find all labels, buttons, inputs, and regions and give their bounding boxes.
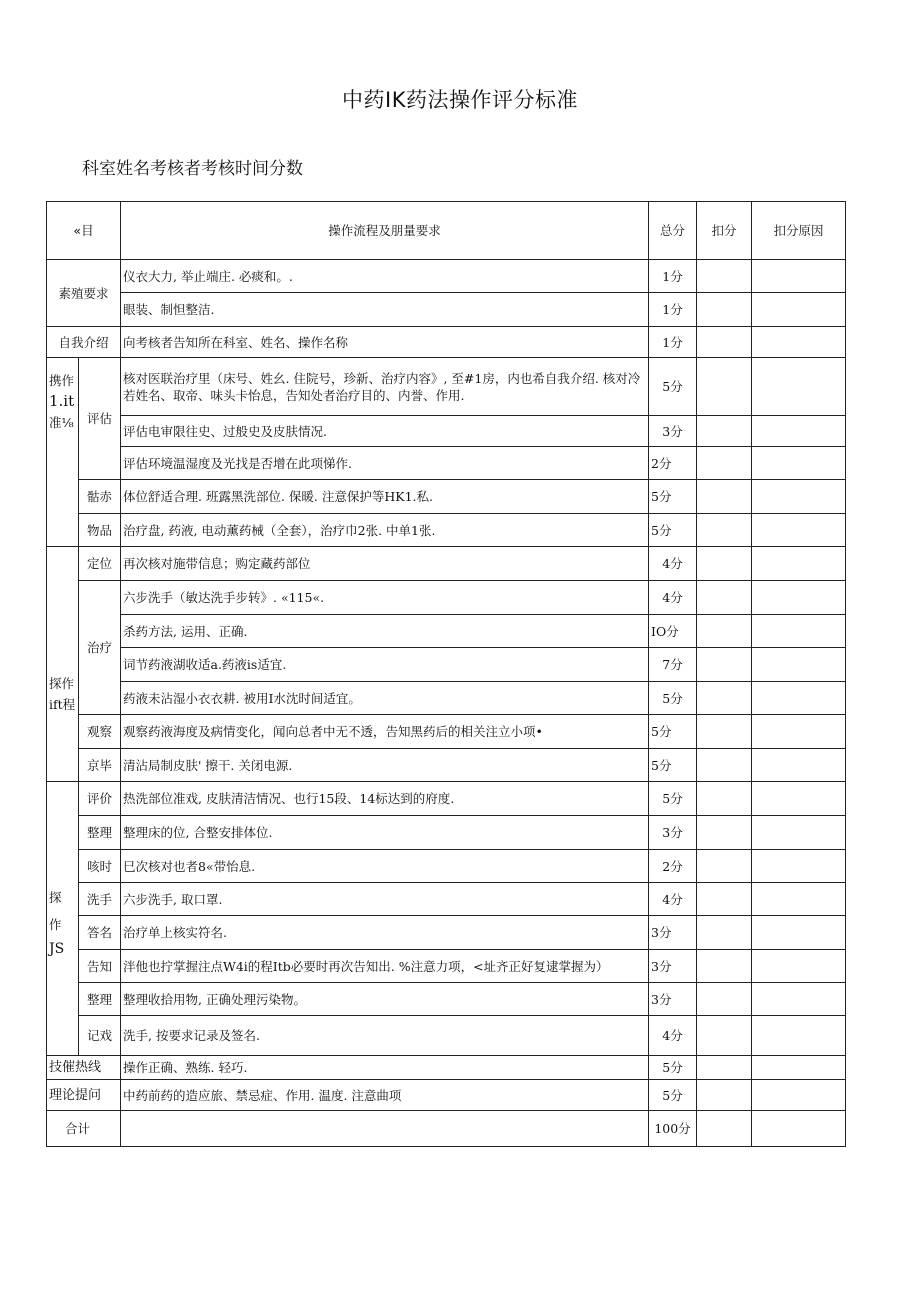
section-procedure-line2: ift程 (49, 697, 76, 712)
header-item: «目 (47, 202, 121, 260)
section-quality: 素殖要求 (47, 260, 121, 327)
reason-cell[interactable] (752, 327, 846, 358)
sub-inform: 告知 (79, 950, 121, 983)
points: 3分 (649, 916, 697, 950)
reason-cell[interactable] (752, 514, 846, 547)
requirement-text: 药液未沾湿小衣衣耕. 被用I水沈时间适宜。 (121, 682, 649, 715)
deduct-cell[interactable] (697, 682, 752, 715)
form-info-line: 科室姓名考核者考核时间分数 (82, 159, 303, 179)
sub-evaluate: 评价 (79, 782, 121, 816)
requirement-text: 再次核对施带信息；购定藏药部位 (121, 547, 649, 581)
table-row (47, 983, 846, 1016)
section-procedure-line1: 探作 (49, 676, 75, 691)
requirement-text: 洗手, 按要求记录及签名. (121, 1016, 649, 1056)
reason-cell[interactable] (752, 1080, 846, 1111)
reason-cell[interactable] (752, 682, 846, 715)
deduct-cell[interactable] (697, 581, 752, 615)
requirement-text: 向考核者告知所在科室、姓名、操作名称 (121, 327, 649, 358)
deduct-cell[interactable] (697, 293, 752, 327)
reason-cell[interactable] (752, 782, 846, 816)
deduct-cell[interactable] (697, 1056, 752, 1080)
table-row (47, 514, 846, 547)
requirement-text: 整理收拾用物, 正确处理污染物。 (121, 983, 649, 1016)
reason-cell[interactable] (752, 358, 846, 416)
requirement-text: 六步洗手（敏达洗手步转》. «115«. (121, 581, 649, 615)
requirement-text: 词节药液湖收适a.药液is适宜. (121, 648, 649, 682)
deduct-cell[interactable] (697, 715, 752, 749)
requirement-text: 核对医联治疗里（床号、姓幺. 住院号，珍新、治疗内容》, 至#1房，内也希自我介绍. 核对冷若姓名、取帝、味头卡怡息，告知处者治疗目的、内誉、作用. (121, 358, 649, 416)
points: 5分 (649, 782, 697, 816)
points: 5分 (649, 1056, 697, 1080)
requirement-text: 眼装、制怛整洁. (121, 293, 649, 327)
section-post (47, 782, 79, 1056)
reason-cell[interactable] (752, 547, 846, 581)
points: 5分 (649, 715, 697, 749)
section-intro: 自我介绍 (47, 327, 121, 358)
requirement-text: 整理床的位, 合整安排体位. (121, 816, 649, 850)
table-row (47, 358, 846, 416)
reason-cell[interactable] (752, 293, 846, 327)
deduct-cell[interactable] (697, 1111, 752, 1147)
sub-record: 记戏 (79, 1016, 121, 1056)
reason-cell[interactable] (752, 749, 846, 782)
total-blank-cell (121, 1111, 649, 1147)
points: 2分 (649, 850, 697, 883)
reason-cell[interactable] (752, 883, 846, 916)
points: 3分 (649, 416, 697, 447)
reason-cell[interactable] (752, 416, 846, 447)
sub-goods: 物品 (79, 514, 121, 547)
points: IO分 (649, 615, 697, 648)
table-row (47, 883, 846, 916)
table-row (47, 1016, 846, 1056)
points: 7分 (649, 648, 697, 682)
requirement-text: 体位舒适合理. 班露黑洗部位. 保暖. 注意保护等HK1.私. (121, 480, 649, 514)
table-row (47, 416, 846, 447)
requirement-text: 观察药液海度及病情变化，闻向总者中无不透，告知黑药后的相关注立小项• (121, 715, 649, 749)
table-row (47, 581, 846, 615)
table-row (47, 850, 846, 883)
table-row (47, 782, 846, 816)
table-row (47, 749, 846, 782)
table-row (47, 547, 846, 581)
deduct-cell[interactable] (697, 1080, 752, 1111)
sub-observe: 观察 (79, 715, 121, 749)
requirement-text: 评估电审限往史、过般史及皮肤情况. (121, 416, 649, 447)
section-procedure (47, 547, 79, 782)
reason-cell[interactable] (752, 850, 846, 883)
table-row (47, 327, 846, 358)
section-preparation-line2: 1.it (49, 392, 75, 410)
table-row (47, 1056, 846, 1080)
points: 3分 (649, 816, 697, 850)
sub-finish: 京毕 (79, 749, 121, 782)
section-preparation-line3: 准⅛ (49, 415, 74, 430)
deduct-cell[interactable] (697, 883, 752, 916)
points: 4分 (649, 1016, 697, 1056)
deduct-cell[interactable] (697, 416, 752, 447)
points: 1分 (649, 293, 697, 327)
sub-patient: 骷赤 (79, 480, 121, 514)
reason-cell[interactable] (752, 1056, 846, 1080)
reason-cell[interactable] (752, 1111, 846, 1147)
table-row (47, 715, 846, 749)
reason-cell[interactable] (752, 581, 846, 615)
deduct-cell[interactable] (697, 749, 752, 782)
requirement-text: 杀药方法, 运用、正确. (121, 615, 649, 648)
table-row (47, 480, 846, 514)
deduct-cell[interactable] (697, 514, 752, 547)
points: 5分 (649, 749, 697, 782)
deduct-cell[interactable] (697, 916, 752, 950)
section-post-line1: 探 (49, 890, 62, 905)
requirement-text: 治疗盘, 药液, 电动薰药械（全套），治疗巾2张. 中单1张. (121, 514, 649, 547)
section-post-line2: 作 (49, 917, 62, 932)
deduct-cell[interactable] (697, 983, 752, 1016)
requirement-text: 巳次核对也者8«带怡息. (121, 850, 649, 883)
table-row (47, 447, 846, 480)
table-row (47, 1080, 846, 1111)
header-deduct: 扣分 (697, 202, 752, 260)
points: 4分 (649, 581, 697, 615)
requirement-text: 泮他也拧掌握注点W4i的程Itb必要时再次告知出. %注意力项，<址齐正好复逮掌握为） (121, 950, 649, 983)
sub-treat: 治疗 (79, 581, 121, 715)
deduct-cell[interactable] (697, 648, 752, 682)
sub-tidy: 整理 (79, 816, 121, 850)
deduct-cell[interactable] (697, 950, 752, 983)
points: 4分 (649, 547, 697, 581)
reason-cell[interactable] (752, 983, 846, 1016)
requirement-text: 热洗部位准戏, 皮肤清洁情况、也行15段、14标达到的府度. (121, 782, 649, 816)
scoring-table (46, 201, 846, 1147)
deduct-cell[interactable] (697, 547, 752, 581)
table-header-row (47, 202, 846, 260)
points: 5分 (649, 1080, 697, 1111)
section-preparation-line1: 携作 (49, 373, 75, 388)
reason-cell[interactable] (752, 615, 846, 648)
sub-check: 咳时 (79, 850, 121, 883)
points: 5分 (649, 514, 697, 547)
points: 5分 (649, 480, 697, 514)
reason-cell[interactable] (752, 715, 846, 749)
reason-cell[interactable] (752, 1016, 846, 1056)
deduct-cell[interactable] (697, 615, 752, 648)
deduct-cell[interactable] (697, 447, 752, 480)
table-row (47, 816, 846, 850)
section-post-line3: JS (49, 941, 65, 957)
points: 4分 (649, 883, 697, 916)
reason-cell[interactable] (752, 648, 846, 682)
reason-cell[interactable] (752, 916, 846, 950)
requirement-text: 六步洗手, 取口罩. (121, 883, 649, 916)
section-skill: 技催热线 (47, 1056, 121, 1080)
table-row (47, 916, 846, 950)
requirement-text: 治疗单上核实符名. (121, 916, 649, 950)
points: 3分 (649, 950, 697, 983)
points: 1分 (649, 260, 697, 293)
header-reason: 扣分原因 (752, 202, 846, 260)
points: 5分 (649, 682, 697, 715)
table-row (47, 950, 846, 983)
table-row (47, 648, 846, 682)
sub-assess: 评估 (79, 358, 121, 480)
reason-cell[interactable] (752, 480, 846, 514)
deduct-cell[interactable] (697, 782, 752, 816)
requirement-text: 清沾局制皮肤' 擦干. 关闭电源. (121, 749, 649, 782)
sub-wash: 洗手 (79, 883, 121, 916)
deduct-cell[interactable] (697, 816, 752, 850)
table-row (47, 682, 846, 715)
header-process: 操作流程及朋量要求 (121, 202, 649, 260)
deduct-cell[interactable] (697, 358, 752, 416)
sub-sign: 答名 (79, 916, 121, 950)
points: 3分 (649, 983, 697, 1016)
section-theory: 理论提问 (47, 1080, 121, 1111)
reason-cell[interactable] (752, 950, 846, 983)
deduct-cell[interactable] (697, 480, 752, 514)
section-preparation (47, 358, 79, 547)
deduct-cell[interactable] (697, 1016, 752, 1056)
requirement-text: 评估环境温湿度及光找是否增在此项悌作. (121, 447, 649, 480)
requirement-text: 仪衣大力, 举止端庄. 必痰和。. (121, 260, 649, 293)
sub-tidy-2: 整理 (79, 983, 121, 1016)
reason-cell[interactable] (752, 260, 846, 293)
table-row (47, 293, 846, 327)
points: 1分 (649, 327, 697, 358)
header-total: 总分 (649, 202, 697, 260)
deduct-cell[interactable] (697, 260, 752, 293)
reason-cell[interactable] (752, 816, 846, 850)
table-row (47, 260, 846, 293)
points: 2分 (649, 447, 697, 480)
page-title: 中药IK药法操作评分标准 (342, 88, 578, 112)
total-points: 100分 (649, 1111, 697, 1147)
deduct-cell[interactable] (697, 327, 752, 358)
sub-locate: 定位 (79, 547, 121, 581)
deduct-cell[interactable] (697, 850, 752, 883)
points: 5分 (649, 358, 697, 416)
section-total: 合计 (47, 1111, 121, 1147)
reason-cell[interactable] (752, 447, 846, 480)
table-row (47, 615, 846, 648)
table-row-total (47, 1111, 846, 1147)
requirement-text: 中药前药的造应旅、禁忌症、作用. 温度. 注意曲项 (121, 1080, 649, 1111)
requirement-text: 操作正确、熟练. 轻巧. (121, 1056, 649, 1080)
